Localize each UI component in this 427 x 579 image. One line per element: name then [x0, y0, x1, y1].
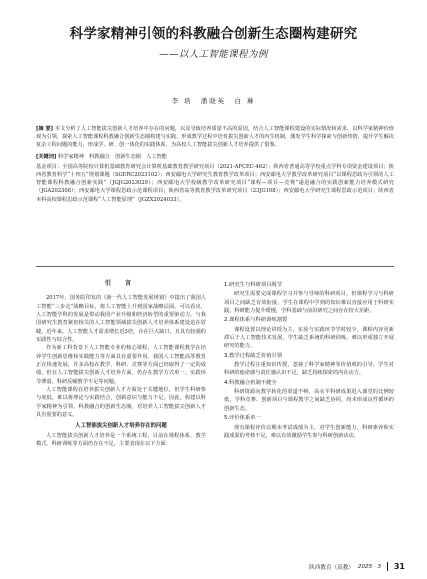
- abstract-block: [36, 125, 394, 204]
- section-divider: [36, 266, 394, 267]
- right-column: [224, 280, 394, 440]
- left-column: [36, 280, 206, 449]
- article-authors: 李 培 潘晓英 白 琳: [171, 97, 256, 105]
- intro-paragraph: 作为新工科背景下人工智能专业的核心课程，人工智能课程教学在培养学生创新思维和实践能力等方面具有重要作用。我国人工智能高等教育正在快速发展，许多高校在教学、科研、竞赛等方面已经取得了一定的成绩，但在人工智能拔尖创新人才培养方面，仍存在教学方式单一、实践环节薄弱、科研反哺教学不足等问题。: [36, 345, 206, 385]
- problem-text: 科研资源向教学转化的渠道不畅，高水平科研成果进入课堂的比例较低，学科竞赛、创新项目与课程教学之间缺乏协同，尚未形成良性循环的创新生态。: [224, 389, 394, 412]
- problem-heading: 1.研究生与科研项目脱节: [224, 282, 283, 288]
- intro-heading: 引 言: [104, 280, 138, 287]
- problem-text: 研究生需要完成课程学习并参与导师的科研项目，但课程学习与科研项目之间缺乏有效衔接，学生在课程中学到的知识难以直接应用于科研实践，科研能力提升缓慢，学科基础与前沿研究之间存在较大差距。: [224, 291, 394, 315]
- abstract-text: 本文分析了人工智能拔尖创新人才培养中存在的问题，以及导致培养质量不高的原因，结合人工智能课程建设的实际情况和需求，以科学家精神价值观为引领，探索人工智能课程科教融合创新生态圈构建与实践，形成教学过程中培育拔尖创新人才的内生机制，激发学生科学探索与创新热情，提升学生解决复杂工程问题的能力，形成学、研、创一体化的实践体系，为高校人工智能拔尖创新人才培养提供了借鉴。: [36, 126, 394, 149]
- problem-text: 教学过程注重知识传授，忽视了科学家精神等价值观的引导，学生对科研的使命感与责任感认识不足，缺乏持续探索的内在动力。: [224, 362, 394, 377]
- journal-name: 陕西教育（高教）: [309, 564, 354, 571]
- problem-text: 现有课程评价以期末考试成绩为主，对学生创新能力、科研素养和实践成果的考核不足，难以有效激励学生参与科研创新活动。: [224, 424, 394, 439]
- funding-note: 基金项目：全国高等院校计算机基础教育研究会计算机基础教育教学研究项目（2021-AFCEC-462）；陕西省普通高等学校重点学科专项资金建设项目；陕西省教育科学“十四五”规划课题（SGERC2023102）；西安邮电大学研究生教育教学改革项目；西安邮电大学教学改革研究项目“以课程思政为引领的人工智能课程科教融合创新实践”（JGJG2023029）；西安邮电大学校级教学改革研究项目“课程—项目—竞赛”递进融合的实践创新能力培养模式研究（JGA202308）；西安邮电大学课程思政示范课程项目；陕西省高等教育教学改革研究项目（23JG108）；西安邮电大学研究生课程思政示范项目；陕西省本科高校课程思政示范课程“人工智能原理”（JGZX2024033）。: [36, 163, 394, 203]
- abstract-label: [摘 要]: [36, 126, 54, 132]
- page-number: 31: [393, 562, 405, 571]
- intro-paragraph: 2017年，国务院印发的《新一代人工智能发展规划》中提出了我国人工智能“三步走”战略目标，将人工智能上升到国家战略层面，可以看出，人工智能学科的发展是带动我国产业升级和经济转型的重要驱动力，与我国研究生教育紧密相关的人工智能领域拔尖创新人才培养体系建设迫在眉睫。近年来，人工智能人才需求增长近3倍，存在巨大缺口，且具有较强的实践性与综合性。: [36, 295, 206, 344]
- abstract-paragraph: [36, 125, 394, 150]
- intro-subheading: 人工智能拔尖创新人才培养存在的问题: [75, 422, 167, 429]
- issue-number: 2025 · 3: [357, 563, 382, 570]
- keywords-label: [关键词]: [36, 153, 57, 160]
- intro-tail: 人工智能拔尖创新人才培养是一个系统工程，目前在课程体系、教学模式、科研训练等方面仍存在不足，主要表现在以下方面：: [36, 432, 206, 448]
- page-footer: [309, 562, 405, 571]
- article-subtitle: ——以人工智能课程为例: [159, 49, 268, 60]
- problem-heading: 4.科教融合机制不健全: [224, 379, 277, 386]
- problem-heading: 2.课程体系与科研训练割裂: [224, 317, 288, 324]
- footer-separator: [387, 562, 388, 571]
- problem-heading: 5.评价体系单一: [224, 415, 261, 422]
- problem-heading: 3.教学过程缺乏价值引领: [224, 352, 283, 359]
- keywords-text: 科学家精神 科教融合 创新生态圈 人工智能: [57, 153, 167, 160]
- problem-text: 课程设置以理论讲授为主，实验与实践环节学时较少，课程内容更新滞后于人工智能技术发展，学生缺乏系统的科研训练，难以形成独立开展研究的能力。: [224, 326, 394, 350]
- article-title: 科学家精神引领的科教融合创新生态圈构建研究: [69, 26, 358, 42]
- intro-paragraph: 人工智能课程在培养拔尖创新人才方面处于关键地位，但学生科研参与度低，难以将理论与实践结合，创新意识与能力不足。因此，构建以科学家精神为引领、科教融合的创新生态圈，对培养人工智能拔尖创新人才具有重要的意义。: [36, 387, 206, 419]
- keywords-paragraph: [36, 153, 394, 161]
